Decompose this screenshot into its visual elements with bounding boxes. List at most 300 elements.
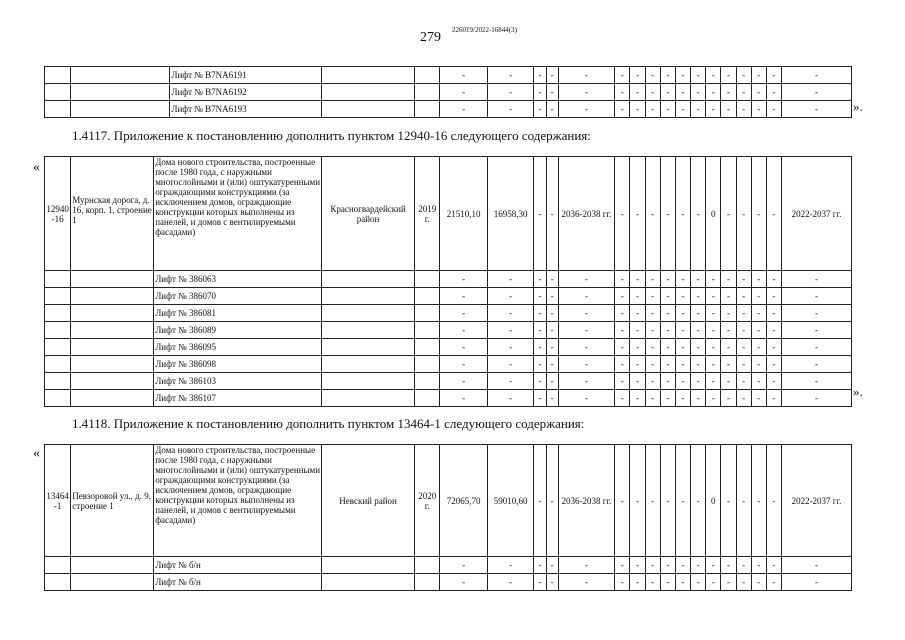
cell-dash: - bbox=[766, 445, 781, 557]
lift-row bbox=[45, 339, 852, 356]
cell-dash: - bbox=[706, 305, 721, 322]
cell-dash: - bbox=[736, 67, 751, 84]
cell-dash: - bbox=[558, 339, 615, 356]
cell-dash: - bbox=[706, 84, 721, 101]
empty-cell bbox=[71, 390, 154, 407]
cell-dash: - bbox=[546, 390, 558, 407]
cell-dash: - bbox=[546, 373, 558, 390]
cell-dash: - bbox=[615, 322, 630, 339]
lift-name: Лифт № 386063 bbox=[154, 271, 322, 288]
cell-dash: - bbox=[630, 390, 645, 407]
cell-dash: - bbox=[706, 373, 721, 390]
cell-dash: - bbox=[675, 271, 690, 288]
cell-dash: - bbox=[546, 288, 558, 305]
cell-dash: - bbox=[782, 271, 852, 288]
build-year: 2020 г. bbox=[415, 445, 440, 557]
cell-dash: - bbox=[751, 373, 766, 390]
cell-dash: - bbox=[721, 288, 736, 305]
cell-dash: - bbox=[558, 574, 615, 591]
empty-cell bbox=[415, 84, 440, 101]
cell-dash: - bbox=[534, 339, 546, 356]
lift-name: Лифт № B7NA6192 bbox=[170, 84, 322, 101]
cell-dash: - bbox=[645, 390, 660, 407]
cell-dash: - bbox=[736, 271, 751, 288]
cell-dash: - bbox=[660, 390, 675, 407]
lift-row bbox=[45, 84, 852, 101]
cell-dash: - bbox=[487, 288, 534, 305]
cell-dash: - bbox=[630, 574, 645, 591]
cell-dash: - bbox=[615, 157, 630, 271]
cell-dash: - bbox=[660, 339, 675, 356]
cell-dash: - bbox=[660, 271, 675, 288]
cell-dash: - bbox=[721, 67, 736, 84]
cell-dash: - bbox=[706, 271, 721, 288]
cell-dash: - bbox=[691, 356, 706, 373]
cell-dash: - bbox=[487, 322, 534, 339]
empty-cell bbox=[322, 557, 415, 574]
empty-cell bbox=[415, 322, 440, 339]
cell-dash: - bbox=[534, 288, 546, 305]
empty-cell bbox=[322, 574, 415, 591]
cell-dash: - bbox=[675, 288, 690, 305]
cell-dash: - bbox=[630, 322, 645, 339]
cell-dash: - bbox=[487, 339, 534, 356]
cell-dash: - bbox=[736, 390, 751, 407]
cell-dash: - bbox=[440, 390, 488, 407]
cell-dash: - bbox=[766, 288, 781, 305]
empty-cell bbox=[45, 305, 71, 322]
cell-dash: - bbox=[691, 84, 706, 101]
empty-cell bbox=[45, 271, 71, 288]
cell-dash: - bbox=[766, 557, 781, 574]
document-code: 226019/2022-16844(3) bbox=[452, 26, 517, 34]
cell-dash: - bbox=[782, 84, 852, 101]
empty-cell bbox=[71, 101, 170, 118]
cell-dash: - bbox=[645, 101, 660, 118]
cell-dash: - bbox=[440, 373, 488, 390]
cell-dash: - bbox=[751, 445, 766, 557]
cell-dash: - bbox=[691, 67, 706, 84]
cell-dash: - bbox=[660, 84, 675, 101]
cell-dash: - bbox=[615, 574, 630, 591]
district: Невский район bbox=[322, 445, 415, 557]
cell-dash: - bbox=[751, 557, 766, 574]
empty-cell bbox=[415, 271, 440, 288]
cell-dash: - bbox=[534, 67, 546, 84]
cell-dash: - bbox=[721, 101, 736, 118]
cell-dash: - bbox=[645, 305, 660, 322]
cell-dash: - bbox=[721, 157, 736, 271]
cell-dash: - bbox=[660, 445, 675, 557]
cell-dash: - bbox=[615, 390, 630, 407]
cell-dash: - bbox=[675, 157, 690, 271]
empty-cell bbox=[415, 390, 440, 407]
empty-cell bbox=[415, 356, 440, 373]
cell-dash: - bbox=[751, 67, 766, 84]
house-address: Певзоровой ул., д. 9, строение 1 bbox=[71, 445, 154, 557]
cell-dash: - bbox=[558, 305, 615, 322]
opening-quote-2: « bbox=[33, 446, 40, 461]
empty-cell bbox=[322, 271, 415, 288]
opening-quote-1: « bbox=[33, 160, 40, 175]
cell-dash: - bbox=[706, 356, 721, 373]
cell-dash: - bbox=[487, 557, 534, 574]
cell-dash: - bbox=[706, 288, 721, 305]
empty-cell bbox=[322, 305, 415, 322]
cell-dash: - bbox=[546, 271, 558, 288]
cell-dash: - bbox=[675, 322, 690, 339]
cell-dash: - bbox=[721, 390, 736, 407]
cell-dash: - bbox=[487, 373, 534, 390]
cell-dash: - bbox=[546, 356, 558, 373]
cell-dash: - bbox=[660, 288, 675, 305]
cell-dash: - bbox=[534, 445, 546, 557]
work-range: 2022-2037 гг. bbox=[782, 157, 852, 271]
cell-dash: - bbox=[645, 271, 660, 288]
cell-dash: - bbox=[691, 445, 706, 557]
cell-dash: - bbox=[675, 356, 690, 373]
cell-dash: - bbox=[630, 157, 645, 271]
cell-dash: - bbox=[534, 101, 546, 118]
empty-cell bbox=[71, 574, 154, 591]
cell-dash: - bbox=[630, 373, 645, 390]
cell-dash: - bbox=[440, 339, 488, 356]
total-area: 21510,10 bbox=[440, 157, 488, 271]
cell-dash: - bbox=[558, 356, 615, 373]
cell-dash: - bbox=[440, 67, 488, 84]
cell-dash: - bbox=[487, 271, 534, 288]
cell-dash: - bbox=[487, 101, 534, 118]
lift-name: Лифт № б/н bbox=[154, 557, 322, 574]
empty-cell bbox=[415, 288, 440, 305]
cell-dash: - bbox=[645, 356, 660, 373]
empty-cell bbox=[45, 574, 71, 591]
cell-dash: - bbox=[546, 67, 558, 84]
lift-name: Лифт № 386081 bbox=[154, 305, 322, 322]
cell-dash: - bbox=[691, 339, 706, 356]
cell-dash: - bbox=[675, 390, 690, 407]
lift-row bbox=[45, 271, 852, 288]
cell-dash: - bbox=[645, 445, 660, 557]
cell-dash: - bbox=[534, 356, 546, 373]
cell-dash: - bbox=[766, 84, 781, 101]
lift-row bbox=[45, 574, 852, 591]
cell-dash: - bbox=[736, 574, 751, 591]
cell-dash: - bbox=[751, 574, 766, 591]
cell-dash: - bbox=[706, 574, 721, 591]
cell-dash: - bbox=[736, 157, 751, 271]
lift-name: Лифт № 386089 bbox=[154, 322, 322, 339]
empty-cell bbox=[322, 67, 415, 84]
cell-dash: - bbox=[558, 67, 615, 84]
cell-dash: - bbox=[615, 101, 630, 118]
cell-dash: - bbox=[546, 84, 558, 101]
cell-dash: - bbox=[736, 373, 751, 390]
cell-dash: - bbox=[630, 445, 645, 557]
cell-dash: - bbox=[721, 322, 736, 339]
cell-dash: - bbox=[645, 84, 660, 101]
cell-dash: - bbox=[440, 288, 488, 305]
empty-cell bbox=[415, 305, 440, 322]
cell-dash: - bbox=[630, 339, 645, 356]
cell-dash: - bbox=[630, 557, 645, 574]
cell-dash: - bbox=[630, 67, 645, 84]
cell-dash: - bbox=[558, 390, 615, 407]
cell-dash: - bbox=[675, 445, 690, 557]
cell-dash: - bbox=[675, 339, 690, 356]
lift-row bbox=[45, 101, 852, 118]
cell-dash: - bbox=[691, 271, 706, 288]
cell-dash: - bbox=[782, 67, 852, 84]
cell-dash: - bbox=[660, 557, 675, 574]
cell-dash: - bbox=[534, 373, 546, 390]
cell-dash: - bbox=[615, 339, 630, 356]
cell-dash: - bbox=[736, 557, 751, 574]
cell-dash: - bbox=[706, 390, 721, 407]
empty-cell bbox=[415, 557, 440, 574]
cell-dash: - bbox=[546, 101, 558, 118]
empty-cell bbox=[415, 67, 440, 84]
lift-name: Лифт № 386070 bbox=[154, 288, 322, 305]
cell-dash: - bbox=[782, 574, 852, 591]
lift-row bbox=[45, 390, 852, 407]
cell-dash: - bbox=[675, 305, 690, 322]
cell-dash: - bbox=[691, 288, 706, 305]
empty-cell bbox=[45, 356, 71, 373]
lift-row bbox=[45, 67, 852, 84]
cell-dash: - bbox=[706, 67, 721, 84]
empty-cell bbox=[45, 84, 71, 101]
living-area: 16958,30 bbox=[487, 157, 534, 271]
cell-dash: - bbox=[660, 305, 675, 322]
cell-dash: - bbox=[766, 157, 781, 271]
cell-dash: - bbox=[675, 67, 690, 84]
cell-dash: - bbox=[721, 339, 736, 356]
house-address: Мурнская дорога, д. 16, корп. 1, строение 1 bbox=[71, 157, 154, 271]
cell-dash: - bbox=[691, 557, 706, 574]
house-table-13464-1 bbox=[44, 444, 852, 591]
cell-zero: 0 bbox=[706, 445, 721, 557]
cell-dash: - bbox=[766, 356, 781, 373]
cell-dash: - bbox=[675, 574, 690, 591]
cell-dash: - bbox=[558, 322, 615, 339]
cell-dash: - bbox=[660, 322, 675, 339]
closing-quote-1: ». bbox=[853, 99, 863, 114]
cell-dash: - bbox=[660, 356, 675, 373]
cell-dash: - bbox=[691, 101, 706, 118]
cell-dash: - bbox=[534, 557, 546, 574]
cell-dash: - bbox=[440, 322, 488, 339]
cell-dash: - bbox=[721, 356, 736, 373]
empty-cell bbox=[45, 390, 71, 407]
empty-cell bbox=[71, 373, 154, 390]
cell-dash: - bbox=[546, 445, 558, 557]
lift-name: Лифт № б/н bbox=[154, 574, 322, 591]
cell-dash: - bbox=[751, 271, 766, 288]
cell-dash: - bbox=[534, 305, 546, 322]
empty-cell bbox=[415, 373, 440, 390]
cell-dash: - bbox=[675, 373, 690, 390]
cell-dash: - bbox=[766, 305, 781, 322]
empty-cell bbox=[322, 339, 415, 356]
cell-dash: - bbox=[630, 84, 645, 101]
empty-cell bbox=[45, 288, 71, 305]
cell-dash: - bbox=[706, 101, 721, 118]
cell-dash: - bbox=[534, 322, 546, 339]
cell-dash: - bbox=[558, 271, 615, 288]
total-area: 72065,70 bbox=[440, 445, 488, 557]
cell-dash: - bbox=[645, 67, 660, 84]
cell-dash: - bbox=[487, 574, 534, 591]
lift-name: Лифт № 386095 bbox=[154, 339, 322, 356]
cell-dash: - bbox=[751, 288, 766, 305]
cell-dash: - bbox=[766, 390, 781, 407]
cell-dash: - bbox=[534, 157, 546, 271]
lift-row bbox=[45, 288, 852, 305]
cell-dash: - bbox=[691, 390, 706, 407]
cell-dash: - bbox=[782, 305, 852, 322]
cell-dash: - bbox=[691, 373, 706, 390]
empty-cell bbox=[322, 390, 415, 407]
empty-cell bbox=[415, 101, 440, 118]
cell-dash: - bbox=[675, 84, 690, 101]
cell-dash: - bbox=[721, 574, 736, 591]
empty-cell bbox=[71, 339, 154, 356]
cell-dash: - bbox=[645, 557, 660, 574]
cell-dash: - bbox=[615, 84, 630, 101]
empty-cell bbox=[322, 356, 415, 373]
cell-dash: - bbox=[721, 445, 736, 557]
district: Красногвардейский район bbox=[322, 157, 415, 271]
cell-dash: - bbox=[615, 445, 630, 557]
cell-dash: - bbox=[440, 356, 488, 373]
cell-dash: - bbox=[736, 322, 751, 339]
page-number: 279 bbox=[420, 30, 441, 45]
empty-cell bbox=[71, 271, 154, 288]
cell-dash: - bbox=[766, 271, 781, 288]
cell-dash: - bbox=[751, 101, 766, 118]
repair-period: 2036-2038 гг. bbox=[558, 157, 615, 271]
cell-dash: - bbox=[721, 305, 736, 322]
cell-dash: - bbox=[766, 373, 781, 390]
empty-cell bbox=[71, 288, 154, 305]
cell-dash: - bbox=[630, 356, 645, 373]
cell-dash: - bbox=[615, 271, 630, 288]
empty-cell bbox=[322, 322, 415, 339]
empty-cell bbox=[45, 373, 71, 390]
repair-period: 2036-2038 гг. bbox=[558, 445, 615, 557]
cell-dash: - bbox=[645, 157, 660, 271]
cell-dash: - bbox=[440, 305, 488, 322]
empty-cell bbox=[322, 84, 415, 101]
work-range: 2022-2037 гг. bbox=[782, 445, 852, 557]
cell-dash: - bbox=[675, 557, 690, 574]
house-row bbox=[45, 157, 852, 271]
cell-dash: - bbox=[766, 574, 781, 591]
cell-dash: - bbox=[615, 356, 630, 373]
empty-cell bbox=[71, 557, 154, 574]
cell-dash: - bbox=[751, 157, 766, 271]
cell-dash: - bbox=[751, 322, 766, 339]
cell-dash: - bbox=[558, 288, 615, 305]
cell-dash: - bbox=[766, 67, 781, 84]
house-table-12940-16 bbox=[44, 156, 852, 407]
cell-dash: - bbox=[766, 322, 781, 339]
cell-dash: - bbox=[487, 67, 534, 84]
empty-cell bbox=[45, 557, 71, 574]
cell-dash: - bbox=[546, 557, 558, 574]
cell-dash: - bbox=[630, 305, 645, 322]
cell-dash: - bbox=[766, 101, 781, 118]
cell-zero: 0 bbox=[706, 157, 721, 271]
cell-dash: - bbox=[721, 271, 736, 288]
cell-dash: - bbox=[691, 322, 706, 339]
cell-dash: - bbox=[736, 101, 751, 118]
cell-dash: - bbox=[558, 557, 615, 574]
cell-dash: - bbox=[751, 390, 766, 407]
cell-dash: - bbox=[487, 356, 534, 373]
cell-dash: - bbox=[615, 305, 630, 322]
cell-dash: - bbox=[546, 574, 558, 591]
lift-row bbox=[45, 356, 852, 373]
paragraph-4117: 1.4117. Приложение к постановлению дополнить пунктом 12940-16 следующего содержания: bbox=[72, 128, 591, 143]
cell-dash: - bbox=[630, 101, 645, 118]
cell-dash: - bbox=[630, 288, 645, 305]
cell-dash: - bbox=[736, 339, 751, 356]
cell-dash: - bbox=[751, 356, 766, 373]
lift-table-continuation bbox=[44, 66, 852, 118]
cell-dash: - bbox=[782, 390, 852, 407]
cell-dash: - bbox=[751, 339, 766, 356]
cell-dash: - bbox=[736, 356, 751, 373]
item-code: 12940 -16 bbox=[45, 157, 71, 271]
cell-dash: - bbox=[766, 339, 781, 356]
cell-dash: - bbox=[751, 84, 766, 101]
cell-dash: - bbox=[691, 574, 706, 591]
cell-dash: - bbox=[706, 339, 721, 356]
living-area: 59010,60 bbox=[487, 445, 534, 557]
cell-dash: - bbox=[534, 390, 546, 407]
cell-dash: - bbox=[534, 84, 546, 101]
cell-dash: - bbox=[782, 322, 852, 339]
empty-cell bbox=[45, 67, 71, 84]
empty-cell bbox=[71, 322, 154, 339]
empty-cell bbox=[71, 67, 170, 84]
cell-dash: - bbox=[721, 84, 736, 101]
empty-cell bbox=[322, 373, 415, 390]
cell-dash: - bbox=[782, 288, 852, 305]
cell-dash: - bbox=[630, 271, 645, 288]
cell-dash: - bbox=[615, 67, 630, 84]
empty-cell bbox=[322, 288, 415, 305]
cell-dash: - bbox=[534, 271, 546, 288]
cell-dash: - bbox=[782, 373, 852, 390]
cell-dash: - bbox=[645, 373, 660, 390]
empty-cell bbox=[322, 101, 415, 118]
cell-dash: - bbox=[782, 101, 852, 118]
cell-dash: - bbox=[487, 305, 534, 322]
cell-dash: - bbox=[615, 373, 630, 390]
empty-cell bbox=[45, 101, 71, 118]
cell-dash: - bbox=[546, 305, 558, 322]
cell-dash: - bbox=[751, 305, 766, 322]
cell-dash: - bbox=[660, 373, 675, 390]
cell-dash: - bbox=[615, 288, 630, 305]
cell-dash: - bbox=[615, 557, 630, 574]
cell-dash: - bbox=[546, 157, 558, 271]
empty-cell bbox=[45, 322, 71, 339]
cell-dash: - bbox=[645, 574, 660, 591]
